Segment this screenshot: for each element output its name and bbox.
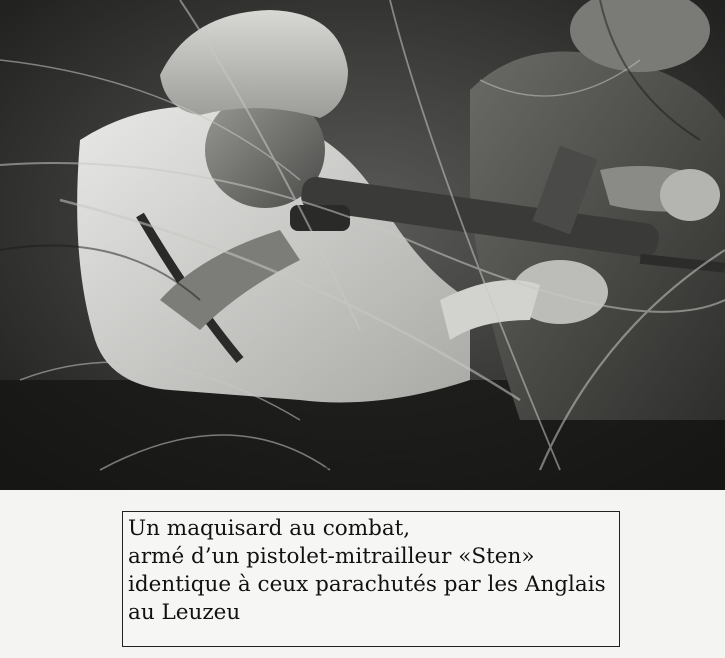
photo-caption (122, 511, 620, 647)
caption-line-1: Un maquisard au combat, (128, 516, 411, 541)
caption-line-2: armé d’un pistolet-mitrailleur «Sten» (128, 544, 535, 569)
caption-line-3: identique à ceux parachutés par les Anglais (128, 572, 606, 597)
caption-line-4: au Leuzeu (128, 600, 241, 625)
